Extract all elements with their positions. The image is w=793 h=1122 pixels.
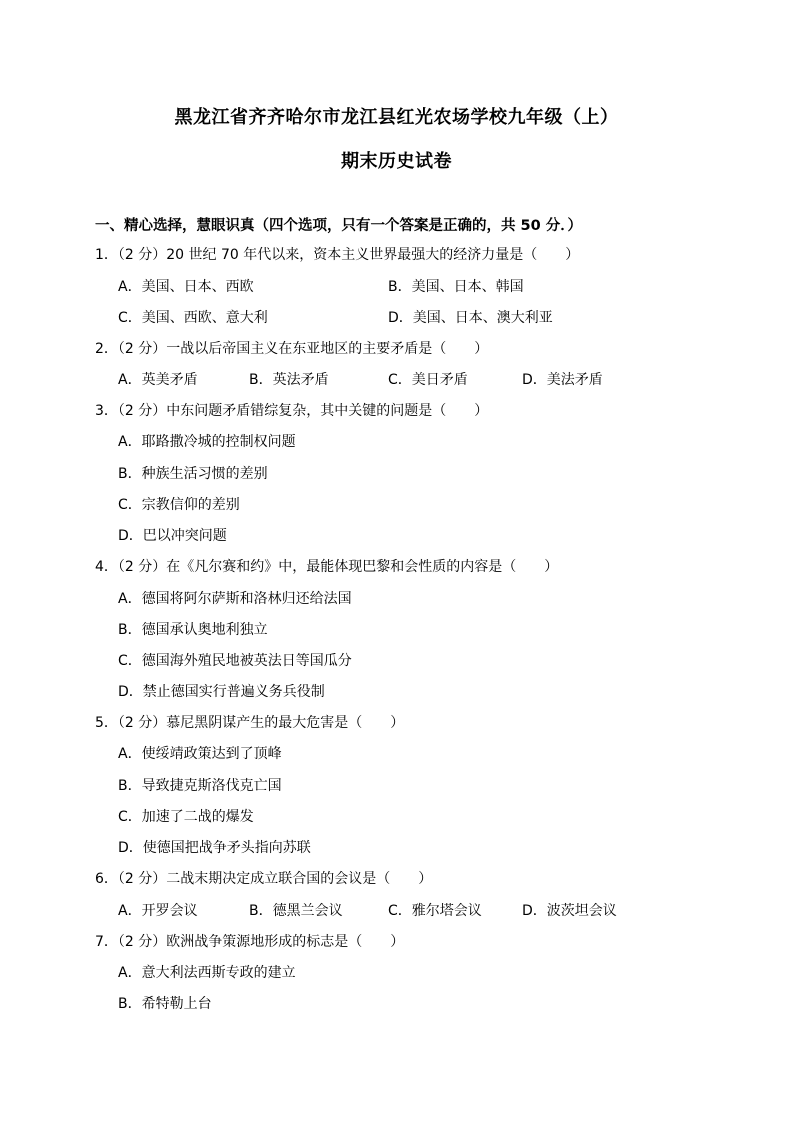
option-a: A．英美矛盾 xyxy=(118,372,198,388)
option-a: A．美国、日本、西欧 xyxy=(118,279,254,295)
option-a: A．意大利法西斯专政的建立 xyxy=(118,965,296,981)
question-stem: 5．（2 分）慕尼黑阴谋产生的最大危害是（ ） xyxy=(95,715,405,731)
option-a: A．德国将阿尔萨斯和洛林归还给法国 xyxy=(118,591,352,607)
option-b: B．德国承认奥地利独立 xyxy=(118,622,268,638)
option-b: B．希特勒上台 xyxy=(118,996,212,1012)
option-d: D．波茨坦会议 xyxy=(522,903,617,919)
option-c: C．雅尔塔会议 xyxy=(388,903,482,919)
option-d: D．巴以冲突问题 xyxy=(118,528,227,544)
option-d: D．禁止德国实行普遍义务兵役制 xyxy=(118,684,325,700)
option-d: D．美法矛盾 xyxy=(522,372,603,388)
option-c: C．加速了二战的爆发 xyxy=(118,809,254,825)
option-b: B．种族生活习惯的差别 xyxy=(118,466,268,482)
question-stem: 7．（2 分）欧洲战争策源地形成的标志是（ ） xyxy=(95,934,405,950)
question-stem: 2．（2 分）一战以后帝国主义在东亚地区的主要矛盾是（ ） xyxy=(95,341,489,357)
option-c: C．宗教信仰的差别 xyxy=(118,497,240,513)
exam-subtitle: 期末历史试卷 xyxy=(341,151,452,172)
option-b: B．导致捷克斯洛伐克亡国 xyxy=(118,778,282,794)
option-c: C．美日矛盾 xyxy=(388,372,468,388)
question-stem: 6．（2 分）二战末期决定成立联合国的会议是（ ） xyxy=(95,871,433,887)
question-stem: 1．（2 分）20 世纪 70 年代以来，资本主义世界最强大的经济力量是（ ） xyxy=(95,247,580,263)
option-c: C．德国海外殖民地被英法日等国瓜分 xyxy=(118,653,352,669)
exam-title: 黑龙江省齐齐哈尔市龙江县红光农场学校九年级（上） xyxy=(174,107,619,128)
option-a: A．耶路撒冷城的控制权问题 xyxy=(118,434,296,450)
option-c: C．美国、西欧、意大利 xyxy=(118,310,268,326)
option-b: B．英法矛盾 xyxy=(249,372,329,388)
option-a: A．开罗会议 xyxy=(118,903,198,919)
option-b: B．美国、日本、韩国 xyxy=(388,279,524,295)
option-b: B．德黑兰会议 xyxy=(249,903,343,919)
section-heading: 一、精心选择，慧眼识真（四个选项，只有一个答案是正确的，共 50 分．） xyxy=(95,218,583,234)
option-d: D．美国、日本、澳大利亚 xyxy=(388,310,553,326)
question-stem: 4．（2 分）在《凡尔赛和约》中，最能体现巴黎和会性质的内容是（ ） xyxy=(95,559,559,575)
option-d: D．使德国把战争矛头指向苏联 xyxy=(118,840,311,856)
question-stem: 3．（2 分）中东问题矛盾错综复杂，其中关键的问题是（ ） xyxy=(95,403,489,419)
option-a: A．使绥靖政策达到了顶峰 xyxy=(118,746,282,762)
